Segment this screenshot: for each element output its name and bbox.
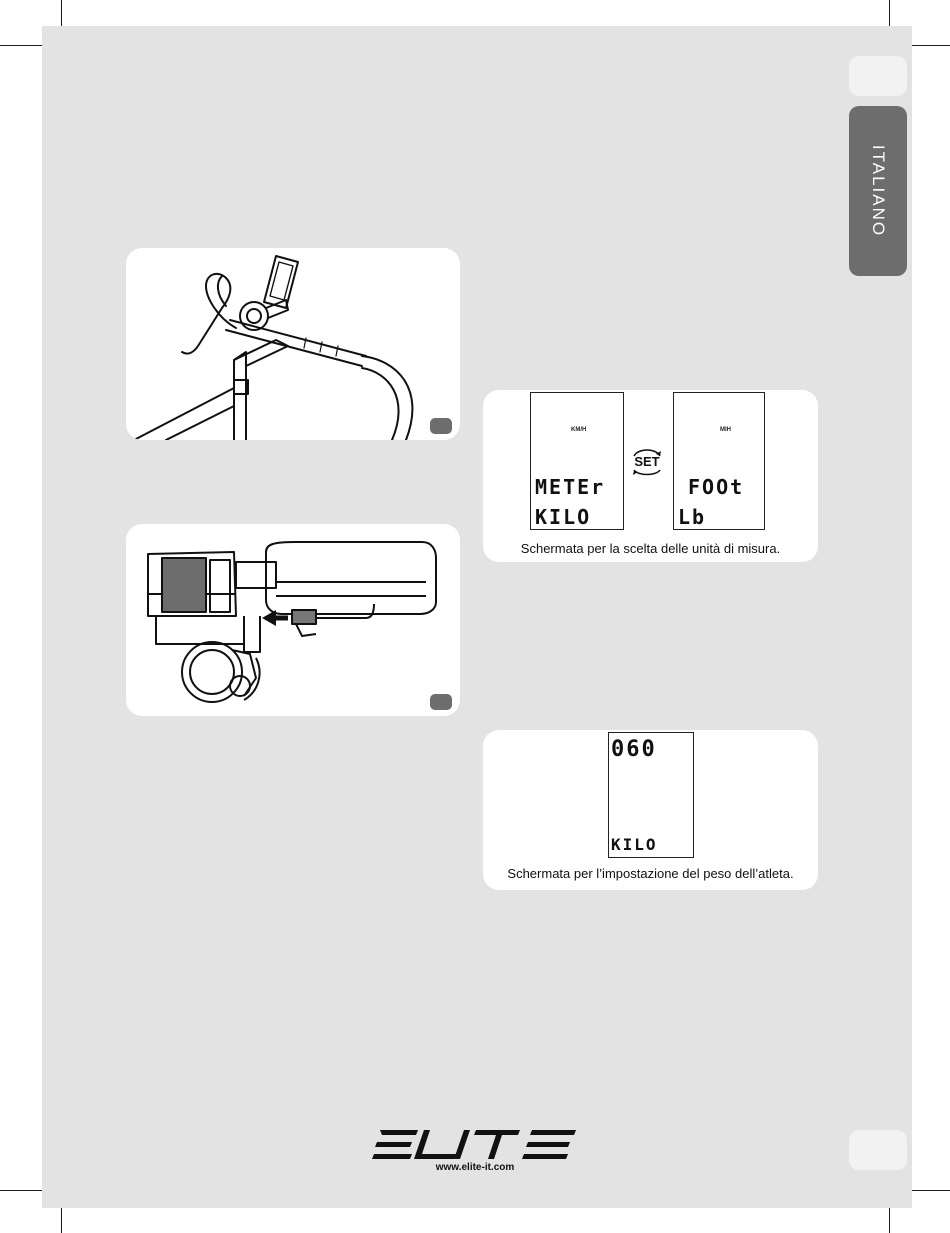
units-screen-caption: Schermata per la scelta delle unità di misura. bbox=[520, 541, 781, 556]
figure-number-badge bbox=[430, 694, 452, 710]
figure-handlebar-mount bbox=[126, 248, 460, 440]
figure-sensor-connection bbox=[126, 524, 460, 716]
set-toggle bbox=[628, 444, 666, 480]
sensor-illustration bbox=[126, 524, 460, 716]
page-tab-blank bbox=[849, 56, 907, 96]
lcd-metric-display bbox=[530, 392, 624, 530]
page-number-tab bbox=[849, 1130, 907, 1170]
figure-number-badge bbox=[430, 418, 452, 434]
lcd-line-bottom: Lb bbox=[678, 505, 707, 529]
lcd-speed-unit: KM/H bbox=[571, 427, 587, 433]
lcd-weight-display bbox=[608, 732, 694, 858]
elite-logo bbox=[372, 1126, 576, 1162]
lcd-speed-unit: MIH bbox=[720, 427, 731, 433]
handlebar-illustration bbox=[126, 248, 460, 440]
crop-mark bbox=[0, 45, 48, 46]
lcd-line-top: FOOt bbox=[688, 475, 745, 499]
elite-logo-mark bbox=[372, 1126, 576, 1162]
lcd-weight-unit: KILO bbox=[611, 835, 658, 854]
lcd-line-bottom: KILO bbox=[535, 505, 592, 529]
lcd-line-top: METEr bbox=[535, 475, 606, 499]
lcd-weight-value: 060 bbox=[611, 737, 657, 762]
set-button-label: SET bbox=[634, 454, 660, 469]
website-url: www.elite-it.com bbox=[435, 1162, 515, 1173]
crop-mark bbox=[0, 1190, 48, 1191]
lcd-imperial-display bbox=[673, 392, 765, 530]
weight-screen-caption: Schermata per l’impostazione del peso dell’atleta. bbox=[507, 866, 794, 881]
language-tab-label: ITALIANO bbox=[869, 144, 888, 238]
